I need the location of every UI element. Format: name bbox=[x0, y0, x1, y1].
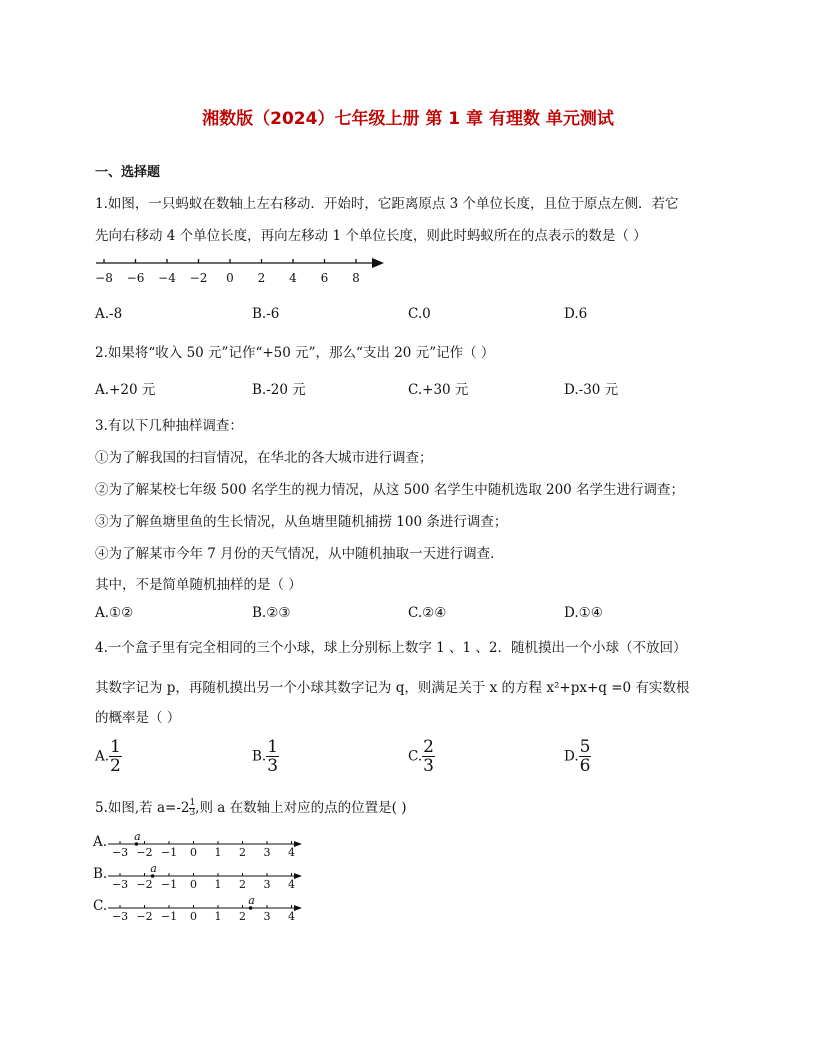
q4-option-b[interactable] bbox=[252, 738, 279, 775]
q1-tick-label: −4 bbox=[158, 271, 176, 285]
q5-option-c-number-line bbox=[106, 894, 306, 926]
q5-text bbox=[95, 796, 406, 818]
q3-question: 其中，不是简单随机抽样的是（ ） bbox=[95, 577, 302, 593]
q1-tick-label: −2 bbox=[189, 271, 208, 285]
q5-tick-label: −3 bbox=[111, 878, 129, 891]
q4-option-b-denominator: 3 bbox=[267, 756, 279, 776]
q5-text-prefix: 5.如图,若 a=-2 bbox=[95, 800, 190, 816]
q5-option-c-label[interactable]: C. bbox=[93, 898, 108, 914]
q5-axis-arrow bbox=[294, 841, 302, 847]
q1-tick-label: 0 bbox=[226, 271, 234, 285]
q1-tick-label: 8 bbox=[352, 271, 360, 285]
q5-tick-label: 4 bbox=[288, 910, 295, 923]
q5-tick-label: −2 bbox=[136, 878, 153, 891]
q3-item-2: ②为了解某校七年级 500 名学生的视力情况，从这 500 名学生中随机选取 200 名学生进行调查； bbox=[95, 482, 685, 498]
q1-tick-label: 6 bbox=[320, 271, 329, 285]
q4-text-line2: 其数字记为 p，再随机摸出另一个小球其数字记为 q，则满足关于 x 的方程 x²+px+q =0 有实数根 bbox=[95, 680, 690, 696]
q4-text-line3: 的概率是（ ） bbox=[95, 710, 181, 726]
q5-tick-label: −3 bbox=[111, 910, 129, 923]
q5-tick-label: −1 bbox=[160, 910, 178, 923]
q2-option-d[interactable]: D.-30 元 bbox=[564, 382, 619, 398]
q4-option-a-numerator: 1 bbox=[110, 737, 121, 757]
q5-point-label: a bbox=[248, 894, 255, 907]
q5-tick-label: 1 bbox=[214, 910, 222, 923]
q4-option-d-fraction bbox=[579, 738, 592, 775]
q2-text: 2.如果将“收入 50 元”记作“+50 元”，那么“支出 20 元”记作（ ） bbox=[95, 345, 495, 361]
page-title: 湘数版（2024）七年级上册 第 1 章 有理数 单元测试 bbox=[202, 109, 614, 129]
q5-tick-label: 3 bbox=[263, 878, 271, 891]
q5-option-b-label[interactable]: B. bbox=[93, 866, 108, 882]
q5-tick-label: 0 bbox=[190, 878, 197, 891]
q1-tick-label: −6 bbox=[126, 271, 145, 285]
q1-number-line bbox=[90, 252, 390, 288]
q2-option-c[interactable]: C.+30 元 bbox=[408, 382, 469, 398]
q3-option-c[interactable]: C.②④ bbox=[408, 605, 447, 621]
q5-tick-label: 4 bbox=[288, 846, 295, 859]
q4-option-c-label: C. bbox=[408, 748, 423, 765]
q5-fraction-numerator: 1 bbox=[189, 798, 196, 808]
q4-option-d-label: D. bbox=[564, 748, 579, 765]
q3-intro: 3.有以下几种抽样调查： bbox=[95, 418, 243, 434]
q5-tick-label: 3 bbox=[263, 846, 271, 859]
q1-option-c[interactable]: C.0 bbox=[408, 306, 431, 322]
q4-option-b-label: B. bbox=[252, 748, 267, 765]
q4-option-d[interactable] bbox=[564, 738, 591, 775]
q5-point-label: a bbox=[134, 830, 141, 843]
q5-point-label: a bbox=[150, 862, 157, 875]
q1-axis-arrow bbox=[372, 258, 384, 268]
q4-option-d-numerator: 5 bbox=[579, 737, 591, 757]
q1-option-a[interactable]: A.-8 bbox=[95, 306, 123, 322]
q5-tick-label: 2 bbox=[239, 846, 246, 859]
q5-tick-label: −1 bbox=[160, 846, 178, 859]
q4-option-a-label: A. bbox=[95, 748, 110, 765]
q4-option-c-denominator: 3 bbox=[423, 756, 434, 776]
q5-option-a-label[interactable]: A. bbox=[93, 834, 108, 850]
q5-tick-label: 3 bbox=[263, 910, 271, 923]
q1-tick-label: 4 bbox=[289, 271, 297, 285]
q3-option-a[interactable]: A.①② bbox=[95, 605, 134, 621]
q5-tick-label: 1 bbox=[214, 846, 222, 859]
q4-option-b-numerator: 1 bbox=[267, 737, 279, 757]
q5-tick-label: −1 bbox=[160, 878, 178, 891]
q2-option-b[interactable]: B.-20 元 bbox=[252, 382, 306, 398]
q3-item-4: ④为了解某市今年 7 月份的天气情况，从中随机抽取一天进行调查． bbox=[95, 546, 504, 562]
q3-option-b[interactable]: B.②③ bbox=[252, 605, 291, 621]
q4-option-c[interactable] bbox=[408, 738, 435, 775]
q5-text-suffix: ,则 a 在数轴上对应的点的位置是( ) bbox=[195, 800, 407, 816]
q5-option-a-number-line bbox=[106, 830, 306, 862]
q1-option-d[interactable]: D.6 bbox=[564, 306, 588, 322]
q1-tick-label: 2 bbox=[257, 271, 266, 285]
q3-item-1: ①为了解我国的扫盲情况，在华北的各大城市进行调查； bbox=[95, 450, 433, 466]
q4-option-a-denominator: 2 bbox=[110, 756, 121, 776]
q5-axis-arrow bbox=[294, 905, 302, 911]
q4-text-line1: 4.一个盒子里有完全相同的三个小球，球上分别标上数字 1 、1 、2．随机摸出一个小球（不放回） bbox=[95, 640, 687, 656]
q5-tick-label: 2 bbox=[239, 910, 246, 923]
q5-tick-label: 2 bbox=[239, 878, 246, 891]
q5-option-b-number-line bbox=[106, 862, 306, 894]
q5-tick-label: 0 bbox=[190, 846, 197, 859]
q4-option-c-numerator: 2 bbox=[423, 737, 434, 757]
q5-axis-arrow bbox=[294, 873, 302, 879]
q1-tick-label: −8 bbox=[95, 271, 113, 285]
q4-option-b-fraction bbox=[266, 738, 279, 775]
section-heading: 一、选择题 bbox=[95, 165, 161, 180]
q1-option-b[interactable]: B.-6 bbox=[252, 306, 280, 322]
q3-item-3: ③为了解鱼塘里鱼的生长情况，从鱼塘里随机捕捞 100 条进行调查； bbox=[95, 514, 508, 530]
q5-tick-label: −2 bbox=[136, 910, 153, 923]
q4-option-d-denominator: 6 bbox=[579, 756, 591, 776]
q4-option-a-fraction bbox=[109, 738, 122, 775]
q5-tick-label: 0 bbox=[190, 910, 197, 923]
q1-text-line1: 1.如图，一只蚂蚁在数轴上左右移动．开始时，它距离原点 3 个单位长度，且位于原点左侧．若它 bbox=[95, 196, 679, 212]
q4-option-a[interactable] bbox=[95, 738, 122, 775]
q5-tick-label: 4 bbox=[288, 878, 295, 891]
q5-tick-label: 1 bbox=[214, 878, 222, 891]
q5-fraction-denominator: 3 bbox=[189, 808, 196, 818]
q3-option-d[interactable]: D.①④ bbox=[564, 605, 603, 621]
q1-text-line2: 先向右移动 4 个单位长度，再向左移动 1 个单位长度，则此时蚂蚁所在的点表示的数是（ ） bbox=[95, 228, 647, 244]
q5-tick-label: −2 bbox=[136, 846, 153, 859]
q5-tick-label: −3 bbox=[111, 846, 129, 859]
q4-option-c-fraction bbox=[422, 738, 435, 775]
q2-option-a[interactable]: A.+20 元 bbox=[95, 382, 156, 398]
